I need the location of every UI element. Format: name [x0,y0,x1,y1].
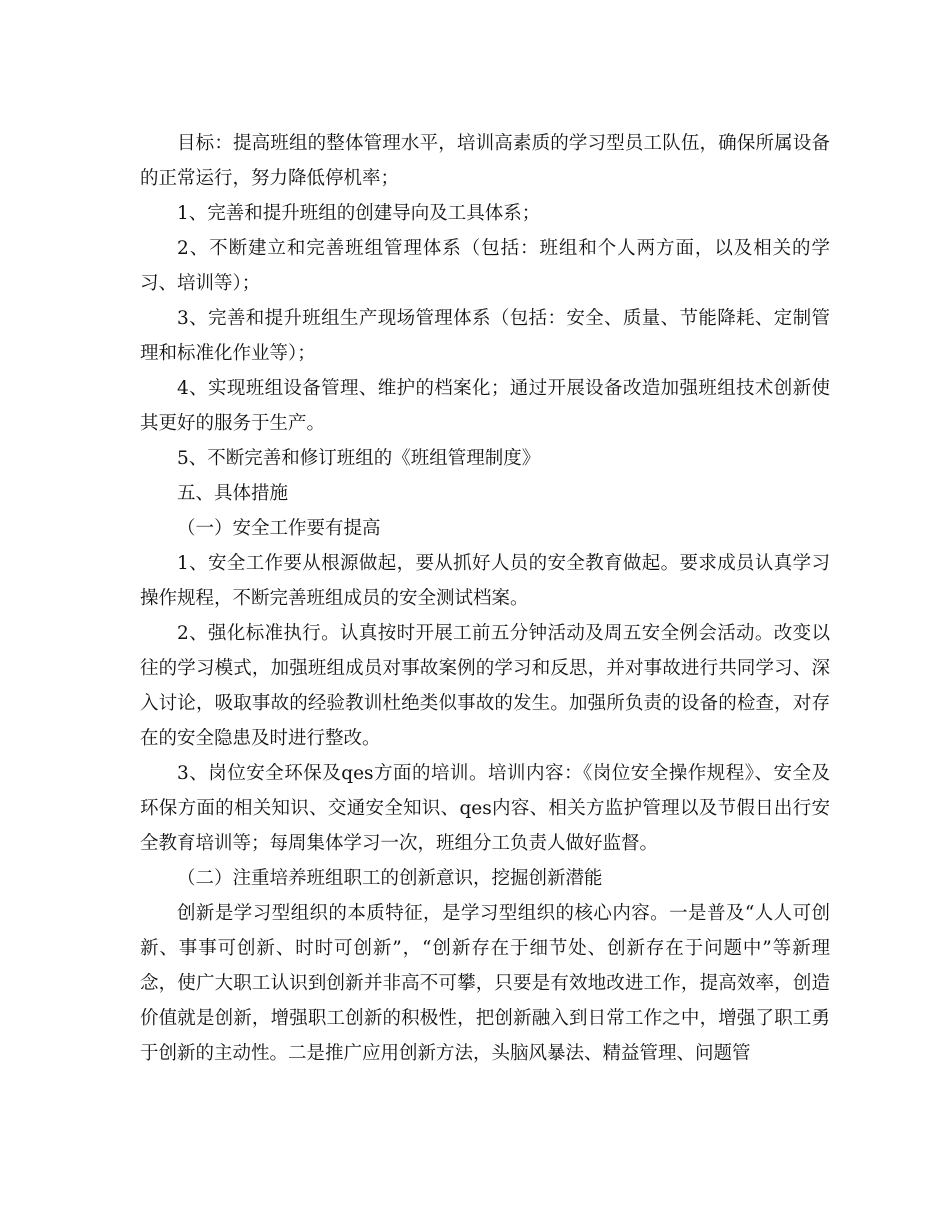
paragraph-item-2: 2、不断建立和完善班组管理体系（包括：班组和个人两方面，以及相关的学习、培训等）； [140,238,830,294]
paragraph-safety-2: 2、强化标准执行。认真按时开展工前五分钟活动及周五安全例会活动。改变以往的学习模式，加强班组成员对事故案例的学习和反思，并对事故进行共同学习、深入讨论，吸取事故的经验教训杜绝类似事故的发生。加强所负责的设备的检查，对存在的安全隐患及时进行整改。 [140,623,830,749]
paragraph-item-3: 3、完善和提升班组生产现场管理体系（包括：安全、质量、节能降耗、定制管理和标准化作业等）； [140,308,830,364]
subsection-heading-safety: （一）安全工作要有提高 [177,518,381,539]
paragraph-safety-3: 3、岗位安全环保及qes方面的培训。培训内容：《岗位安全操作规程》、安全及环保方面的相关知识、交通安全知识、qes内容、相关方监护管理以及节假日出行安全教育培训等；每周集体学习一次，班组分工负责人做好监督。 [140,763,830,854]
subsection-heading-innovation: （二）注重培养班组职工的创新意识，挖掘创新潜能 [177,868,603,889]
paragraph-item-4: 4、实现班组设备管理、维护的档案化；通过开展设备改造加强班组技术创新使其更好的服务于生产。 [140,378,830,434]
document-body [140,126,830,1071]
paragraph-safety-1: 1、安全工作要从根源做起，要从抓好人员的安全教育做起。要求成员认真学习操作规程，不断完善班组成员的安全测试档案。 [140,553,830,609]
paragraph-goal: 目标：提高班组的整体管理水平，培训高素质的学习型员工队伍，确保所属设备的正常运行，努力降低停机率； [140,133,830,189]
paragraph-item-1: 1、完善和提升班组的创建导向及工具体系； [177,203,541,224]
paragraph-innovation: 创新是学习型组织的本质特征，是学习型组织的核心内容。一是普及“人人可创新、事事可创新、时时可创新”，“创新存在于细节处、创新存在于问题中”等新理念，使广大职工认识到创新并非高不可攀，只要是有效地改进工作，提高效率，创造价值就是创新，增强职工创新的积极性，把创新融入到日常工作之中，增强了职工勇于创新的主动性。二是推广应用创新方法，头脑风暴法、精益管理、问题管 [140,903,830,1064]
paragraph-item-5: 5、不断完善和修订班组的《班组管理制度》 [177,448,541,469]
section-heading-measures: 五、具体措施 [177,483,289,504]
